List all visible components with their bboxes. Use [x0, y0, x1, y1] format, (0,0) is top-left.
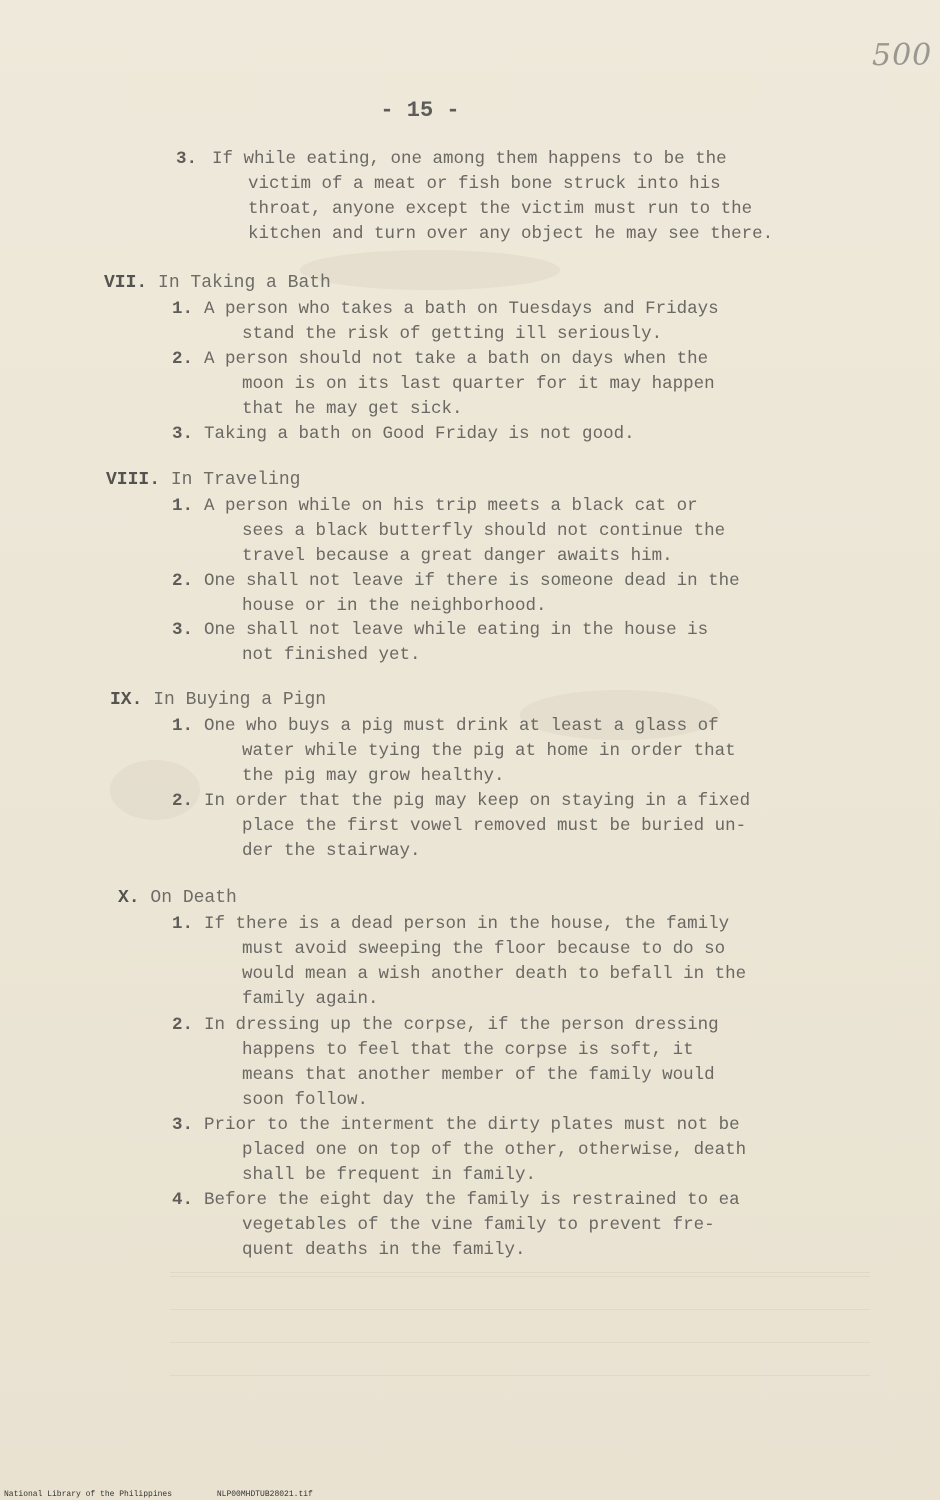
item-line: Taking a bath on Good Friday is not good. — [204, 424, 635, 444]
item-line: der the stairway. — [242, 841, 421, 861]
item-line: quent deaths in the family. — [242, 1240, 526, 1260]
item-number: 4. — [172, 1190, 194, 1210]
item-line: family again. — [242, 989, 379, 1009]
item-line: shall be frequent in family. — [242, 1165, 537, 1185]
list-item — [172, 422, 635, 447]
list-item — [172, 1188, 740, 1263]
item-line: moon is on its last quarter for it may happen — [242, 374, 715, 394]
section-roman: X. — [118, 888, 140, 908]
item-line: place the first vowel removed must be buried un- — [242, 816, 747, 836]
item-number: 1. — [172, 716, 194, 736]
intro-item — [176, 147, 773, 247]
item-line: throat, anyone except the victim must run to the — [248, 199, 753, 219]
item-line: kitchen and turn over any object he may see there. — [248, 224, 774, 244]
section-heading-traveling — [106, 470, 300, 490]
section-title: In Traveling — [170, 470, 301, 490]
item-line: soon follow. — [242, 1090, 369, 1110]
item-number: 2. — [172, 791, 194, 811]
item-number: 3. — [172, 424, 194, 444]
item-line: means that another member of the family would — [242, 1065, 715, 1085]
section-roman: VIII. — [106, 470, 161, 490]
item-line: Before the eight day the family is restrained to ea — [204, 1190, 740, 1210]
item-number: 3. — [172, 1115, 194, 1135]
list-item — [172, 714, 736, 789]
section-title: In Taking a Bath — [158, 273, 331, 293]
item-line: Prior to the interment the dirty plates must not be — [204, 1115, 740, 1135]
section-title: On Death — [150, 888, 237, 908]
item-line: sees a black butterfly should not continue the — [242, 521, 726, 541]
list-item — [172, 494, 725, 569]
section-roman: VII. — [104, 273, 148, 293]
item-line: that he may get sick. — [242, 399, 463, 419]
item-number: 3. — [176, 149, 198, 169]
item-line: If while eating, one among them happens to be the — [212, 149, 727, 169]
list-item — [172, 912, 746, 1012]
section-roman: IX. — [110, 690, 143, 710]
list-item — [172, 618, 708, 668]
page-number: - 15 - — [380, 98, 460, 123]
item-number: 1. — [172, 299, 194, 319]
footer-filename: NLP00MHDTUB28021.tif — [216, 1490, 313, 1499]
item-line: A person while on his trip meets a black cat or — [204, 496, 698, 516]
item-number: 2. — [172, 1015, 194, 1035]
item-line: water while tying the pig at home in order that — [242, 741, 736, 761]
item-line: not finished yet. — [242, 645, 421, 665]
item-line: If there is a dead person in the house, the family — [204, 914, 730, 934]
section-heading-buying-pig — [110, 690, 326, 710]
item-line: In order that the pig may keep on staying in a fixed — [204, 791, 751, 811]
bleed-through-table — [170, 1272, 870, 1408]
handwritten-page-number: 500 — [872, 38, 933, 73]
item-line: placed one on top of the other, otherwise, death — [242, 1140, 747, 1160]
section-title: In Buying a Pign — [153, 690, 327, 710]
item-line: A person should not take a bath on days when the — [204, 349, 709, 369]
item-number: 3. — [172, 620, 194, 640]
item-line: house or in the neighborhood. — [242, 596, 547, 616]
list-item — [172, 297, 719, 347]
item-line: One who buys a pig must drink at least a glass of — [204, 716, 719, 736]
item-line: One shall not leave if there is someone dead in the — [204, 571, 740, 591]
section-heading-bath — [104, 273, 331, 293]
list-item — [172, 1013, 719, 1113]
item-number: 2. — [172, 349, 194, 369]
item-line: the pig may grow healthy. — [242, 766, 505, 786]
item-line: happens to feel that the corpse is soft, it — [242, 1040, 694, 1060]
list-item — [172, 1113, 746, 1188]
item-line: vegetables of the vine family to prevent fre- — [242, 1215, 715, 1235]
section-heading-death — [118, 888, 237, 908]
item-line: In dressing up the corpse, if the person dressing — [204, 1015, 719, 1035]
footer-library: National Library of the Philippines — [4, 1490, 173, 1499]
item-number: 1. — [172, 914, 194, 934]
item-line: One shall not leave while eating in the house is — [204, 620, 709, 640]
item-line: stand the risk of getting ill seriously. — [242, 324, 663, 344]
item-number: 2. — [172, 571, 194, 591]
item-line: would mean a wish another death to befall in the — [242, 964, 747, 984]
scan-footer — [4, 1490, 353, 1499]
item-number: 1. — [172, 496, 194, 516]
item-line: victim of a meat or fish bone struck into his — [248, 174, 721, 194]
list-item — [172, 347, 715, 422]
list-item — [172, 789, 750, 864]
item-line: travel because a great danger awaits him. — [242, 546, 673, 566]
item-line: must avoid sweeping the floor because to do so — [242, 939, 726, 959]
list-item — [172, 569, 740, 619]
item-line: A person who takes a bath on Tuesdays and Fridays — [204, 299, 719, 319]
